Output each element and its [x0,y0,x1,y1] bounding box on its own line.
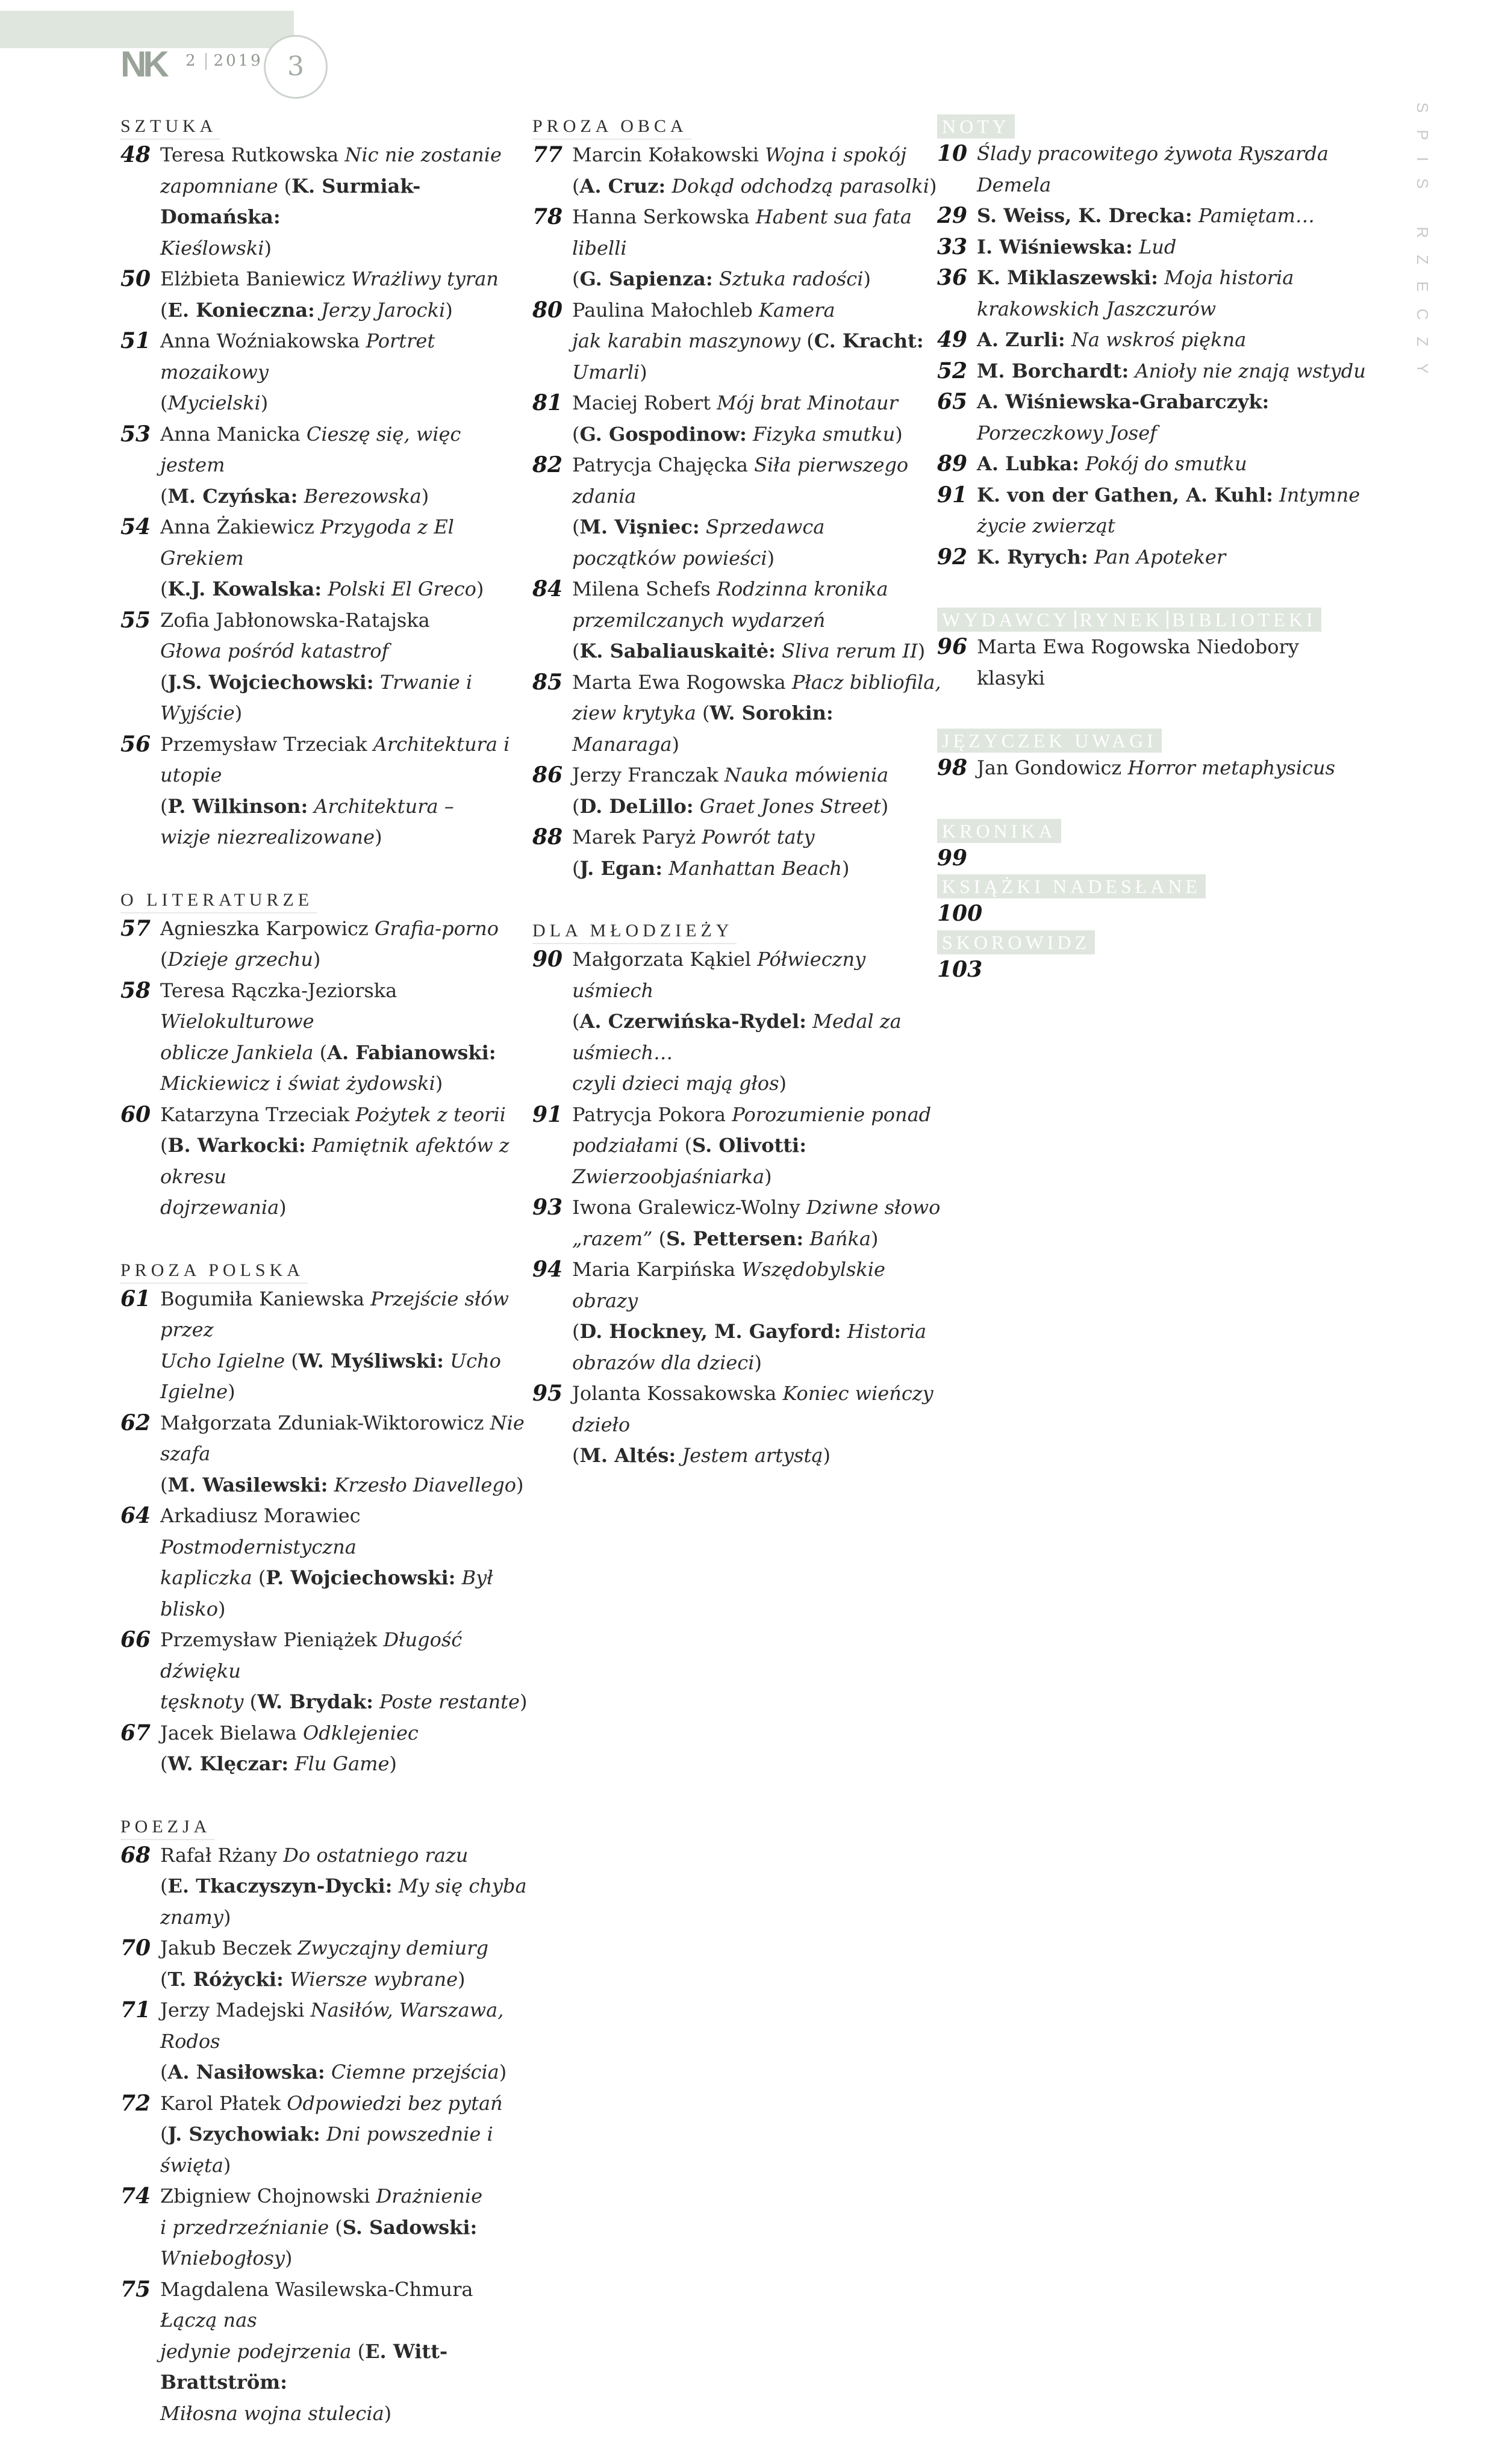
entry-line: Wniebogłosy) [160,2247,293,2270]
entry-line: Iwona Gralewicz-Wolny Dziwne słowo [572,1196,941,1219]
entry-line: Małgorzata Zduniak-Wiktorowicz Nie szafa [160,1411,525,1465]
entry-line: Anna Manicka Cieszę się, więc jestem [160,422,461,476]
toc-section [120,114,530,853]
entry-line: Jerzy Madejski Nasiłów, Warszawa, Rodos [160,1999,504,2053]
page-ref-number: 56 [120,731,151,757]
entry-line: (K.J. Kowalska: Polski El Greco) [160,577,484,600]
page-ref-number: 68 [120,1842,151,1868]
page-ref-number: 33 [937,234,968,260]
section-heading: KSIĄŻKI NADESŁANE [937,874,1206,898]
issue-year: 2019 [213,52,263,70]
toc-entry[interactable] [120,1995,530,2088]
toc-entry[interactable] [532,388,942,450]
toc-entry[interactable] [532,760,942,822]
entry-line: (Dzieje grzechu) [160,948,321,971]
page-ref-number: 71 [120,1997,151,2023]
page-ref-number: 98 [937,755,968,780]
entry-line: (E. Konieczna: Jerzy Jarocki) [160,298,453,322]
toc-entry[interactable] [937,138,1371,201]
page-ref-number: 57 [120,915,151,941]
page-ref-number: 48 [120,142,151,167]
page-ref-number: 51 [120,328,151,353]
page-ref-number: 96 [937,634,968,659]
entry-line: (J. Szychowiak: Dni powszednie i święta) [160,2123,493,2177]
entry-line: Ślady pracowitego żywota Ryszarda Demela [977,142,1329,196]
entry-line: Miłosna wojna stulecia) [160,2401,392,2425]
entry-line: Teresa Rutkowska Nic nie zostanie [160,143,502,166]
entry-line: Przemysław Trzeciak Architektura i utopie [160,732,510,786]
toc-entry[interactable] [937,753,1371,784]
toc-entry[interactable] [532,295,942,388]
section-heading: POEZJA [120,1815,214,1840]
page-ref-number: 89 [937,451,968,476]
entry-line: podziałami (S. Olivotti: Zwierzoobjaśniarka) [572,1134,806,1188]
entry-line: Katarzyna Trzeciak Pożytek z teorii [160,1103,506,1126]
toc-column-1 [120,114,530,2464]
entry-line: M. Borchardt: Anioły nie znają wstydu [977,359,1366,382]
page-ref-number: 80 [532,297,563,323]
entry-line: Anna Woźniakowska Portret mozaikowy [160,329,435,384]
toc-entry[interactable] [120,326,530,419]
entry-line: (E. Tkaczyszyn-Dycki: My się chyba [160,1874,527,1897]
page-ref-number: 10 [937,141,968,166]
toc-entry[interactable] [937,843,1371,875]
toc-entry[interactable] [937,480,1371,542]
entry-line: (G. Sapienza: Sztuka radości) [572,267,871,290]
page-ref-number: 70 [120,1935,151,1961]
entry-line: Jakub Beczek Zwyczajny demiurg [160,1937,489,1959]
page-ref-number: 100 [937,901,983,926]
entry-line: Hanna Serkowska Habent sua fata libelli [572,205,912,260]
toc-entry[interactable] [937,356,1371,387]
entry-line: K. von der Gathen, A. Kuhl: Intymne [977,483,1361,506]
toc-entry[interactable] [532,450,942,574]
entry-line: Arkadiusz Morawiec Postmodernistyczna [160,1504,361,1558]
toc-entry[interactable] [937,898,1371,930]
section-heading: SKOROWIDZ [937,930,1095,954]
page-ref-number: 65 [937,389,968,414]
entry-line: (A. Czerwińska-Rydel: Medal za uśmiech… [572,1010,902,1064]
toc-column-2 [532,114,942,1507]
toc-entry[interactable] [937,542,1371,573]
page-ref-number: 52 [937,358,968,384]
entry-line: Jan Gondowicz Horror metaphysicus [977,756,1335,779]
page-ref-number: 53 [120,421,151,447]
entry-line: (W. Klęczar: Flu Game) [160,1752,397,1775]
entry-line: (A. Nasiłowska: Ciemne przejścia) [160,2061,507,2083]
toc-entry[interactable] [120,1933,530,1995]
page-ref-number: 93 [532,1195,563,1220]
entry-line: Elżbieta Baniewicz Wrażliwy tyran [160,267,499,290]
page-ref-number: 50 [120,266,151,291]
entry-line: Anna Żakiewicz Przygoda z El Grekiem [160,515,454,570]
entry-line: I. Wiśniewska: Lud [977,235,1177,258]
entry-line: początków powieści) [572,546,775,570]
entry-line: Marcin Kołakowski Wojna i spokój [572,143,907,166]
page-ref-number: 78 [532,204,563,229]
entry-line: K. Ryrych: Pan Apoteker [977,545,1226,568]
entry-line: Jerzy Franczak Nauka mówienia [572,764,889,786]
entry-line: K. Miklaszewski: Moja historia [977,266,1294,289]
entry-line: Zofia Jabłonowska-Ratajska [160,608,430,632]
toc-entry[interactable] [120,2274,530,2430]
toc-entry[interactable] [120,140,530,264]
entry-line: Jolanta Kossakowska Koniec wieńczy dzieło [572,1382,934,1436]
page-ref-number: 85 [532,669,563,695]
entry-line: dojrzewania) [160,1196,287,1219]
page-ref-number: 90 [532,947,563,972]
toc-section [937,729,1371,784]
entry-line: Zbigniew Chojnowski Drażnienie [160,2185,482,2207]
entry-line: (J.S. Wojciechowski: Trwanie i Wyjście) [160,670,473,724]
page-ref-number: 74 [120,2183,151,2209]
toc-entry[interactable] [120,264,530,326]
toc-entry[interactable] [937,232,1371,263]
toc-entry[interactable] [937,387,1371,449]
toc-entry[interactable] [532,944,942,1100]
section-heading: PROZA OBCA [532,114,691,140]
toc-entry[interactable] [120,512,530,605]
toc-entry[interactable] [532,1100,942,1193]
page-ref-number: 99 [937,845,968,871]
toc-section [120,1815,530,2430]
page-ref-number: 95 [532,1381,563,1406]
page-ref-number: 103 [937,956,983,982]
entry-line: Paulina Małochleb Kamera [572,298,835,322]
toc-section [532,919,942,1472]
page-ref-number: 62 [120,1410,151,1436]
entry-line: (A. Cruz: Dokąd odchodzą parasolki) [572,174,937,198]
entry-line: obrazów dla dzieci) [572,1351,762,1374]
toc-section [532,114,942,884]
magazine-logo: NK [120,44,166,84]
entry-line: (P. Wilkinson: Architektura – [160,794,454,818]
entry-line: (T. Różycki: Wiersze wybrane) [160,1967,466,1991]
entry-line: Agnieszka Karpowicz Grafia-porno [160,916,499,940]
toc-section [937,819,1371,875]
page-ref-number: 91 [937,482,968,508]
header-bar [0,11,294,48]
entry-line: znamy) [160,1905,231,1929]
page-ref-number: 49 [937,327,968,352]
section-heading: SZTUKA [120,114,220,140]
entry-line: wizje niezrealizowane) [160,826,382,848]
toc-entry[interactable] [937,325,1371,356]
toc-entry[interactable] [120,1625,530,1718]
entry-line: (B. Warkocki: Pamiętnik afektów z okresu [160,1134,510,1188]
entry-line: (D. DeLillo: Graet Jones Street) [572,794,889,818]
entry-line: przemilczanych wydarzeń [572,608,826,632]
entry-line: Marta Ewa Rogowska Niedobory klasyki [977,635,1299,689]
entry-line: Patrycja Chajęcka Siła pierwszego zdania [572,453,909,508]
entry-line: Rafał Rżany Do ostatniego razu [160,1843,469,1867]
entry-line: Marek Paryż Powrót taty [572,826,815,848]
entry-line: czyli dzieci mają głos) [572,1072,787,1095]
toc-entry[interactable] [532,822,942,884]
entry-line: (K. Sabaliauskaitė: Sliva rerum II) [572,639,926,662]
toc-entry[interactable] [120,2181,530,2274]
entry-line: (D. Hockney, M. Gayford: Historia [572,1320,927,1343]
page-ref-number: 91 [532,1101,563,1127]
toc-entry[interactable] [532,667,942,761]
entry-line: Maciej Robert Mój brat Minotaur [572,391,898,414]
entry-line: Marta Ewa Rogowska Płacz bibliofila, [572,670,941,694]
entry-line: (G. Gospodinow: Fizyka smutku) [572,422,903,446]
entry-line: Ucho Igielne (W. Myśliwski: Ucho Igielne) [160,1349,501,1403]
entry-line: oblicze Jankiela (A. Fabianowski: [160,1041,496,1064]
page-ref-number: 55 [120,607,151,633]
entry-line: (M. Wasilewski: Krzesło Diavellego) [160,1473,524,1496]
entry-line: Porzeczkowy Josef [977,421,1157,444]
page-ref-number: 84 [532,576,563,602]
toc-section [120,1258,530,1780]
toc-entry[interactable] [532,574,942,667]
entry-line: ziew krytyka (W. Sorokin: Manaraga) [572,702,834,756]
entry-line: Magdalena Wasilewska-Chmura Łączą nas [160,2277,473,2332]
page-ref-number: 86 [532,762,563,788]
page-ref-number: 92 [937,544,968,570]
toc-entry[interactable] [532,202,942,295]
toc-entry[interactable] [120,605,530,729]
entry-line: kapliczka (P. Wojciechowski: Był blisko) [160,1566,493,1620]
entry-line: A. Zurli: Na wskroś piękna [977,328,1247,351]
toc-entry[interactable] [120,2088,530,2182]
issue-number: 2 [185,52,198,70]
page-ref-number: 94 [532,1257,563,1282]
page-ref-number: 54 [120,514,151,540]
entry-line: (J. Egan: Manhattan Beach) [572,856,850,880]
entry-line: Maria Karpińska Wszędobylskie obrazy [572,1258,885,1312]
toc-entry[interactable] [937,632,1371,694]
toc-entry[interactable] [120,1501,530,1625]
entry-line: życie zwierząt [977,514,1115,537]
toc-entry[interactable] [937,201,1371,232]
entry-line: jedynie podejrzenia (E. Witt-Brattström: [160,2339,448,2394]
toc-entry[interactable] [120,729,530,853]
section-heading: KRONIKA [937,819,1061,843]
entry-line: Patrycja Pokora Porozumienie ponad [572,1103,932,1126]
toc-entry[interactable] [937,449,1371,480]
entry-line: Mickiewicz i świat żydowski) [160,1072,443,1095]
toc-section [120,888,530,1224]
entry-line: i przedrzeźnianie (S. Sadowski: [160,2215,478,2239]
page-ref-number: 61 [120,1286,151,1311]
section-heading: JĘZYCZEK UWAGI [937,729,1162,753]
entry-line: Głowa pośród katastrof [160,639,389,662]
entry-line: A. Wiśniewska-Grabarczyk: [977,390,1270,413]
page-ref-number: 75 [120,2276,151,2302]
page-ref-number: 66 [120,1627,151,1652]
entry-line: Kieślowski) [160,236,272,260]
entry-line: Bogumiła Kaniewska Przejście słów przez [160,1287,509,1341]
entry-line: Jacek Bielawa Odklejeniec [160,1721,419,1744]
toc-section [937,114,1371,573]
page-ref-number: 72 [120,2090,151,2116]
page-ref-number: 88 [532,824,563,850]
toc-entry[interactable] [120,1408,530,1501]
side-title: SPIS RZECZY [1414,102,1432,391]
toc-entry[interactable] [120,913,530,975]
toc-entry[interactable] [532,1254,942,1378]
page-ref-number: 67 [120,1720,151,1746]
entry-line: Małgorzata Kąkiel Półwieczny uśmiech [572,948,866,1002]
toc-section [937,874,1371,930]
page-number: 3 [264,35,328,99]
section-heading: O LITERATURZE [120,888,317,913]
entry-line: zapomniane (K. Surmiak-Domańska: [160,174,421,228]
toc-entry[interactable] [120,1284,530,1408]
page-ref-number: 58 [120,977,151,1003]
toc-entry[interactable] [532,1192,942,1254]
toc-entry[interactable] [120,1840,530,1934]
entry-line: Milena Schefs Rodzinna kronika [572,577,888,600]
toc-entry[interactable] [532,1378,942,1472]
page-ref-number: 60 [120,1101,151,1127]
page-ref-number: 77 [532,142,563,167]
page-ref-number: 29 [937,203,968,228]
section-heading: PROZA POLSKA [120,1258,308,1284]
toc-entry[interactable] [120,1718,530,1780]
entry-line: Karol Płatek Odpowiedzi bez pytań [160,2091,503,2115]
entry-line: S. Weiss, K. Drecka: Pamiętam… [977,204,1315,227]
toc-entry[interactable] [532,140,942,202]
entry-line: (Mycielski) [160,391,269,414]
page-ref-number: 81 [532,390,563,415]
toc-entry[interactable] [937,954,1371,986]
issue-label [185,52,263,70]
toc-entry[interactable] [120,419,530,512]
toc-section [937,608,1371,694]
section-heading: NOTY [937,114,1015,138]
entry-line: krakowskich Jaszczurów [977,297,1217,320]
section-heading: DLA MŁODZIEŻY [532,919,737,944]
section-heading: WYDAWCY RYNEK BIBLIOTEKI [937,608,1321,632]
toc-entry[interactable] [120,1100,530,1224]
entry-line: Teresa Rączka-Jeziorska Wielokulturowe [160,978,397,1033]
entry-line: „razem” (S. Pettersen: Bańka) [572,1227,879,1250]
entry-line: Przemysław Pieniążek Długość dźwięku [160,1628,463,1682]
page-ref-number: 36 [937,265,968,290]
toc-section [937,930,1371,986]
entry-line: (M. Altés: Jestem artystą) [572,1444,831,1467]
entry-line: (M. Czyńska: Berezowska) [160,484,429,508]
page-ref-number: 64 [120,1503,151,1528]
toc-column-3 [937,114,1371,986]
toc-entry[interactable] [120,975,530,1100]
entry-line: jak karabin maszynowy (C. Kracht: Umarli) [572,329,924,384]
entry-line: (M. Vişniec: Sprzedawca [572,515,825,538]
page-ref-number: 82 [532,452,563,478]
toc-entry[interactable] [937,263,1371,325]
entry-line: A. Lubka: Pokój do smutku [977,452,1247,475]
entry-line: tęsknoty (W. Brydak: Poste restante) [160,1690,528,1713]
